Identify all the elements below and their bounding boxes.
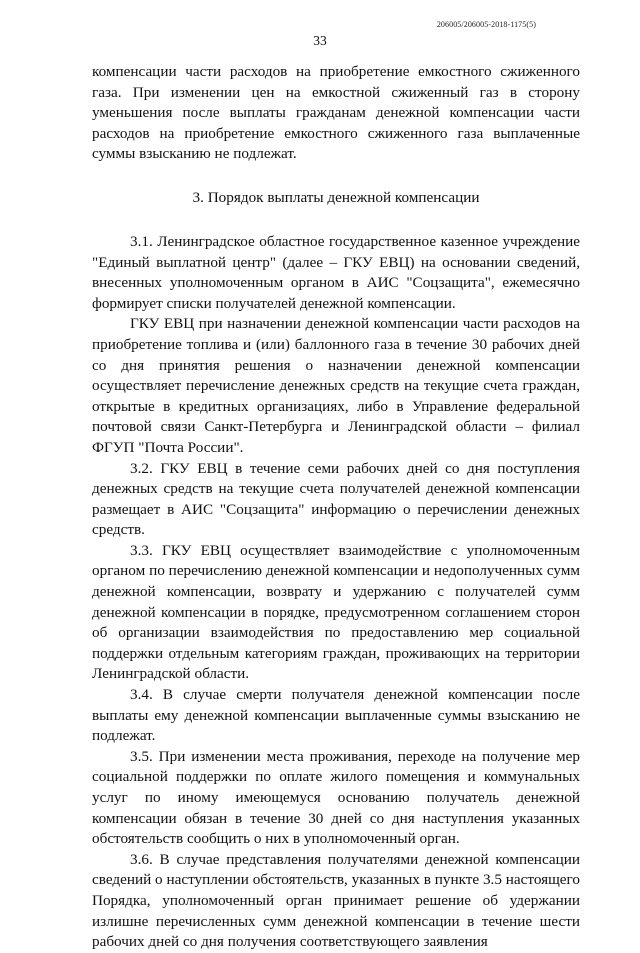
document-body	[92, 62, 580, 953]
paragraph-gku-evc: ГКУ ЕВЦ при назначении денежной компенсации части расходов на приобретение топлива и (или) баллонного газа в течение 30 рабочих дней со дня принятия решения о назначении денежной компенсации осуществляет перечисление денежных средств на текущие счета граждан, открытые в кредитных организациях, либо в Управление федеральной почтовой связи Санкт-Петербурга и Ленинградской области – филиал ФГУП "Почта России".	[92, 315, 580, 456]
paragraph-3-6: 3.6. В случае представления получателями денежной компенсации сведений о наступлении обстоятельств, указанных в пункте 3.5 настоящего Порядка, уполномоченный орган принимает решение об удержании излишне перечисленных сумм денежной компенсации в течение шести рабочих дней со дня получения соответствующего заявления	[92, 850, 580, 951]
page-number: 33	[313, 33, 327, 48]
paragraph-3-2: 3.2. ГКУ ЕВЦ в течение семи рабочих дней со дня поступления денежных средств на текущие счета получателей денежной компенсации размещает в АИС "Соцзащита" информацию о перечислении денежных средств.	[92, 459, 580, 539]
section-heading: 3. Порядок выплаты денежной компенсации	[192, 188, 480, 206]
paragraph-3-4: 3.4. В случае смерти получателя денежной компенсации после выплаты ему денежной компенсации выплаченные суммы взысканию не подлежат.	[92, 686, 580, 745]
paragraph-3-1: 3.1. Ленинградское областное государственное казенное учреждение "Единый выплатной центр" (далее – ГКУ ЕВЦ) на основании сведений, внесенных уполномоченным органом в АИС "Соцзащита", ежемесячно формирует списки получателей денежной компенсации.	[92, 232, 580, 312]
intro-paragraph: компенсации части расходов на приобретение емкостного сжиженного газа. При изменении цен на емкостной сжиженный газ в сторону уменьшения после выплаты гражданам денежной компенсации части расходов на приобретение емкостного сжиженного газа выплаченные суммы взысканию не подлежат.	[92, 63, 580, 163]
paragraph-3-5: 3.5. При изменении места проживания, переходе на получение мер социальной поддержки по оплате жилого помещения и коммунальных услуг по иному имеющемуся основанию получатель денежной компенсации обязан в течение 30 дней со дня наступления указанных обстоятельств сообщить о них в уполномоченный орган.	[92, 747, 580, 848]
paragraph-3-3: 3.3. ГКУ ЕВЦ осуществляет взаимодействие с уполномоченным органом по перечислению денежной компенсации и недополученных сумм денежной компенсации, возврату и удержанию с получателей сумм денежной компенсации в порядке, предусмотренном соглашением сторон об организации взаимодействия по предоставлению мер социальной поддержки отдельным категориям граждан, проживающих на территории Ленинградской области.	[92, 541, 580, 683]
document-code: 206005/206005-2018-1175(5)	[436, 20, 536, 29]
